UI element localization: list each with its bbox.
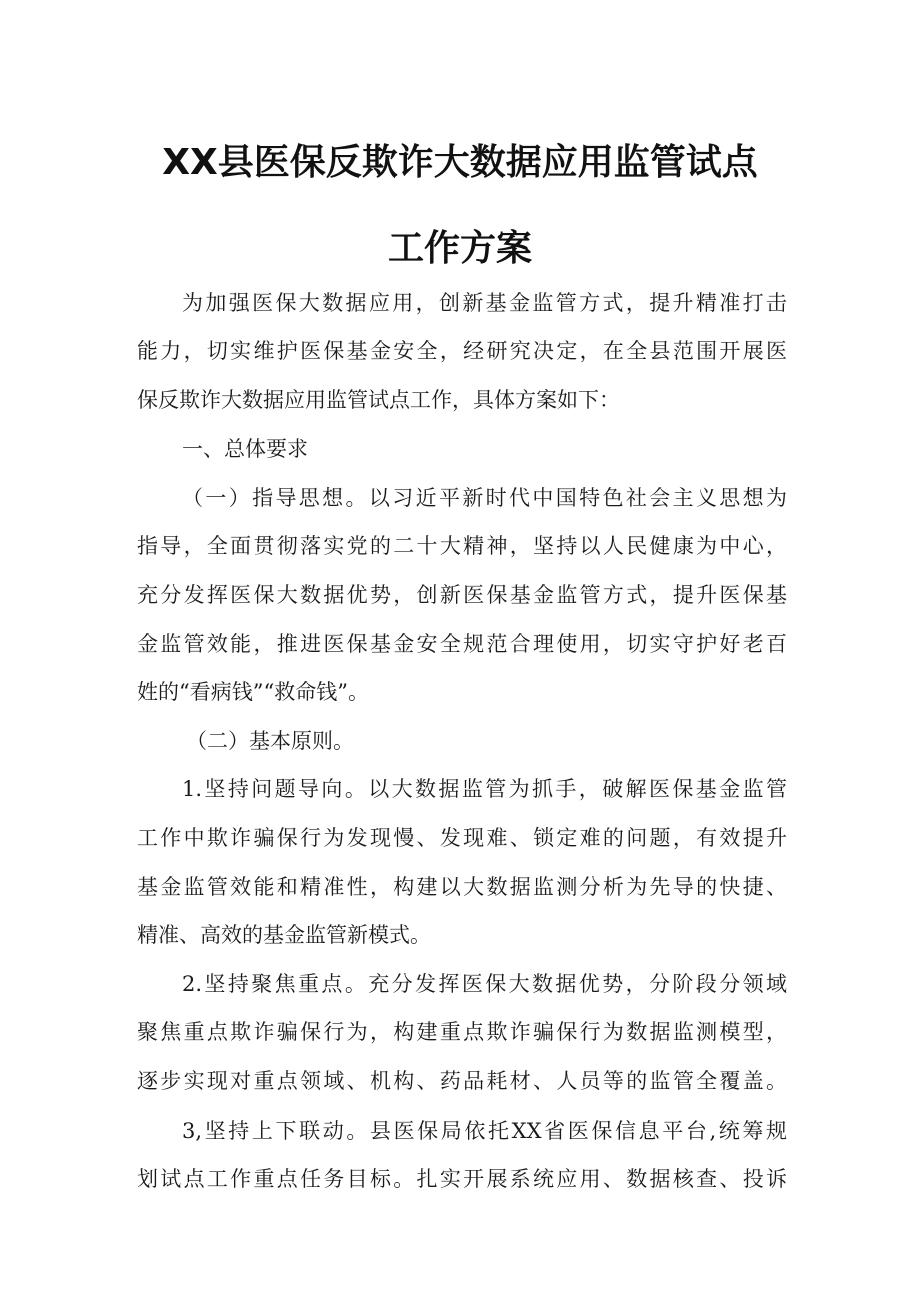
paragraph-line: 2.坚持聚焦重点。充分发挥医保大数据优势，分阶段分领域 [182,972,787,996]
paragraph-line: 姓的“看病钱”“救命钱”。 [137,680,369,704]
paragraph-line: 划试点工作重点任务目标。扎实开展系统应用、数据核查、投诉 [137,1167,787,1191]
paragraph-line: 能力，切实维护医保基金安全，经研究决定，在全县范围开展医 [137,339,787,363]
subsection-heading: （二）基本原则。 [186,729,354,753]
paragraph-line: 精准、高效的基金监管新模式。 [137,923,431,947]
document-title-line-2: 工作方案 [387,228,532,269]
paragraph-line: 聚焦重点欺诈骗保行为，构建重点欺诈骗保行为数据监测模型， [137,1020,787,1044]
paragraph-line: 指导，全面贯彻落实党的二十大精神，坚持以人民健康为中心， [137,534,787,558]
paragraph-line: 1.坚持问题导向。以大数据监管为抓手，破解医保基金监管 [182,777,787,801]
paragraph-line: （一）指导思想。以习近平新时代中国特色社会主义思想为 [182,486,787,510]
section-heading: 一、总体要求 [182,437,308,461]
paragraph-line: 保反欺诈大数据应用监管试点工作，具体方案如下： [137,388,620,412]
paragraph-line: 3,坚持上下联动。县医保局依托XX省医保信息平台,统筹规 [182,1119,787,1143]
paragraph-line: 逐步实现对重点领域、机构、药品耗材、人员等的监管全覆盖。 [137,1069,787,1093]
paragraph-line: 充分发挥医保大数据优势，创新医保基金监管方式，提升医保基 [137,583,787,607]
paragraph-line: 为加强医保大数据应用，创新基金监管方式，提升精准打击 [182,291,787,315]
paragraph-line: 金监管效能，推进医保基金安全规范合理使用，切实守护好老百 [137,632,787,656]
document-title-line-1: XX县医保反欺诈大数据应用监管试点 [162,142,758,183]
paragraph-line: 基金监管效能和精准性，构建以大数据监测分析为先导的快捷、 [137,875,787,899]
paragraph-line: 工作中欺诈骗保行为发现慢、发现难、锁定难的问题，有效提升 [137,826,787,850]
